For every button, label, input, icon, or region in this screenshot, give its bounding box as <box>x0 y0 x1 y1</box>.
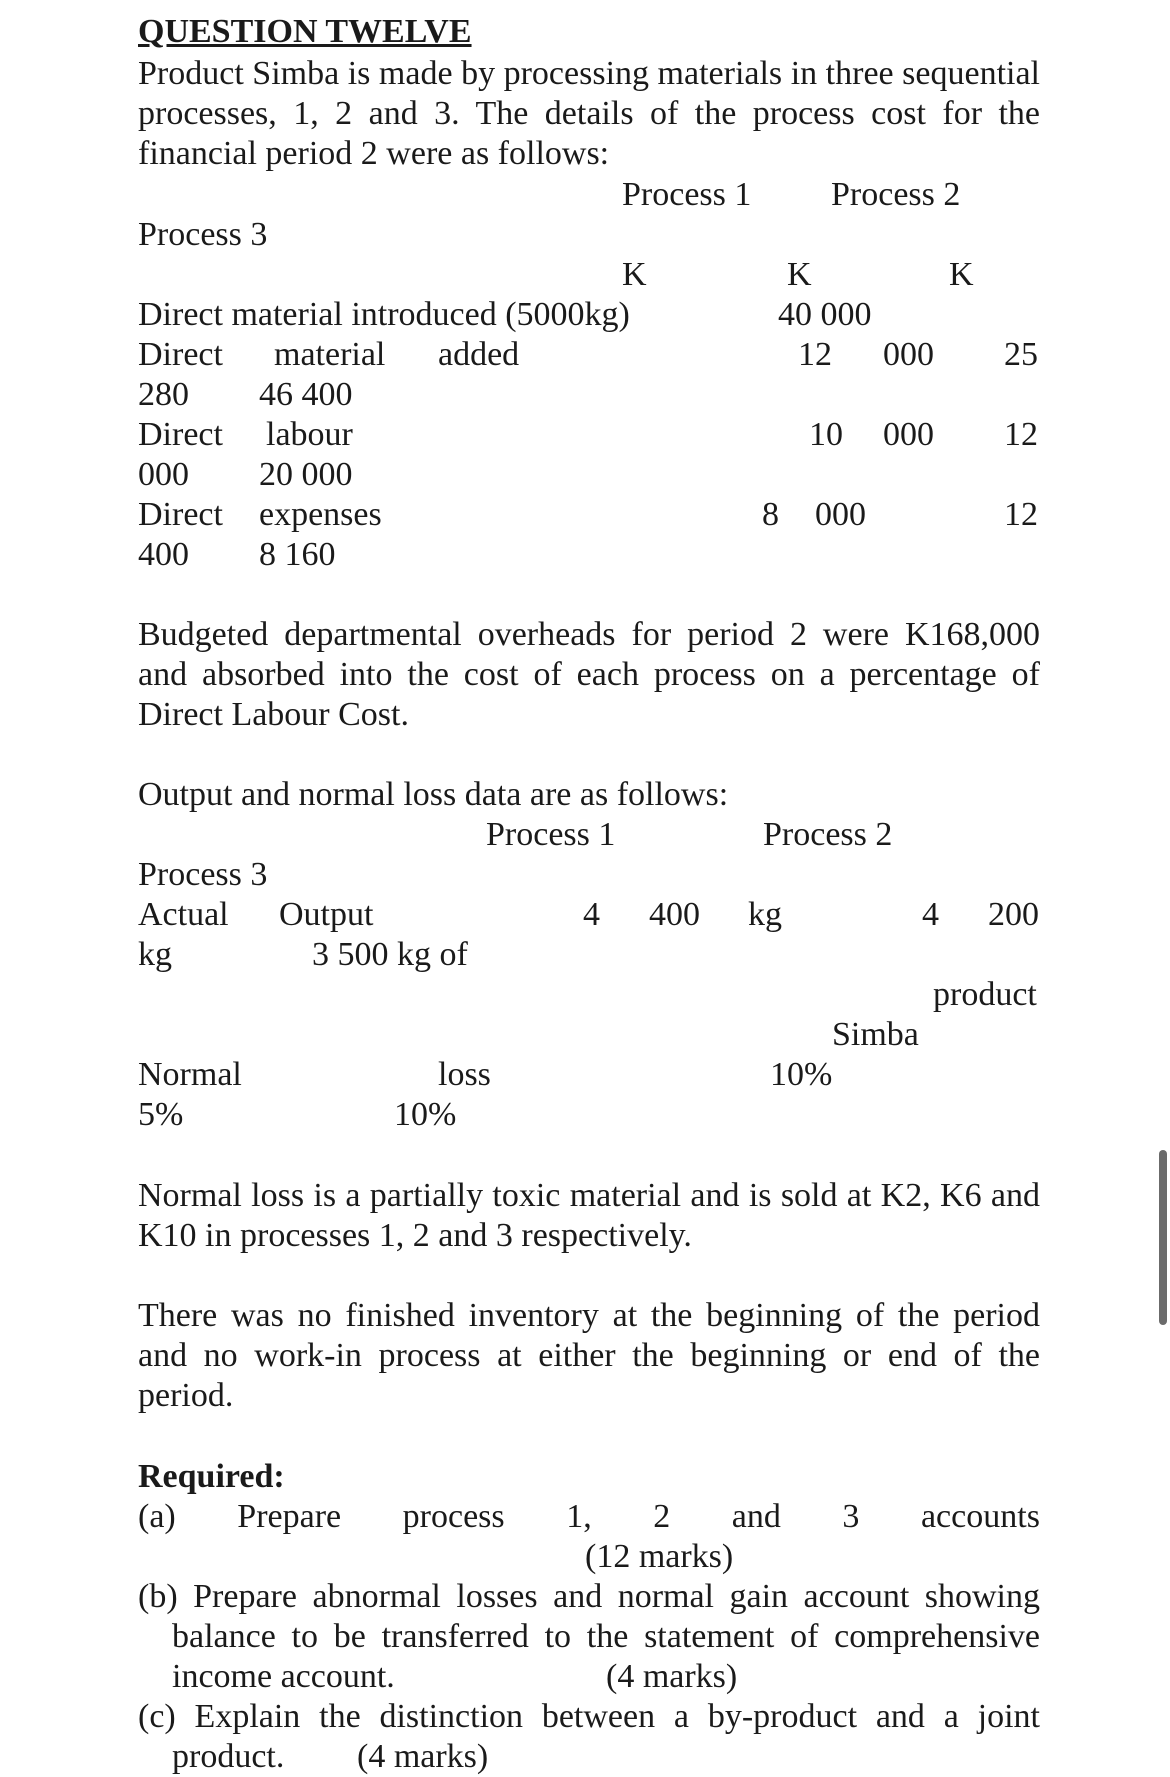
actual-simba: Simba <box>832 1016 919 1053</box>
overheads-paragraph: Budgeted departmental overheads for period 2 were K168,000 and absorbed into the cost of each process on a percentage of Direct Labour Cost. <box>138 616 1040 733</box>
required-a-marks: (12 marks) <box>585 1538 734 1575</box>
required-a-w0: (a) <box>138 1498 176 1535</box>
required-b-line1 <box>138 1577 1040 1617</box>
required-c-line2: product. <box>172 1738 285 1775</box>
row-material-added-v1a: 12 <box>798 336 832 373</box>
required-b-text1: (b) Prepare abnormal losses and normal gain account showing <box>138 1578 1040 1615</box>
actual-v1c: kg <box>748 896 782 933</box>
required-a-w6: 3 <box>842 1498 860 1535</box>
required-c-marks: (4 marks) <box>357 1738 489 1775</box>
actual-v2a: 4 <box>922 896 939 933</box>
vertical-scrollbar[interactable] <box>1159 1150 1167 1325</box>
actual-unit: kg <box>138 936 172 973</box>
required-c-text1: (c) Explain the distinction between a by-product and a joint <box>138 1698 1040 1735</box>
normal-v1: 5% <box>138 1096 184 1133</box>
normal-v3: 10% <box>394 1096 457 1133</box>
cost-unit-3: K <box>949 256 974 293</box>
output-intro: Output and normal loss data are as follows: <box>138 776 729 813</box>
required-b-marks: (4 marks) <box>606 1658 738 1695</box>
row-expenses-w2: expenses <box>259 496 382 533</box>
cost-header-process-1: Process 1 <box>622 176 752 213</box>
cost-header-process-3: Process 3 <box>138 216 268 253</box>
required-c-line1 <box>138 1697 1040 1737</box>
row-material-introduced-value: 40 000 <box>778 296 872 333</box>
row-expenses-v2a: 12 <box>1004 496 1038 533</box>
row-labour-v3: 20 000 <box>259 456 353 493</box>
row-material-added-v2b: 280 <box>138 376 189 413</box>
output-header-process-2: Process 2 <box>763 816 893 853</box>
normal-w2: loss <box>438 1056 491 1093</box>
actual-v2b: 200 <box>988 896 1039 933</box>
required-a-w2: process <box>402 1498 505 1535</box>
required-b-line3: income account. <box>172 1658 395 1695</box>
row-expenses-v2b: 400 <box>138 536 189 573</box>
required-heading: Required: <box>138 1458 285 1495</box>
normal-v2: 10% <box>770 1056 833 1093</box>
required-a-w7: accounts <box>920 1498 1040 1535</box>
actual-product: product <box>933 976 1037 1013</box>
inventory-note: There was no finished inventory at the beginning of the period and no work-in process at either the beginning or end of the period. <box>138 1297 1040 1414</box>
output-header-process-3: Process 3 <box>138 856 268 893</box>
row-expenses-v3: 8 160 <box>259 536 336 573</box>
row-labour-w1: Direct <box>138 416 223 453</box>
row-material-added-v2a: 25 <box>1004 336 1038 373</box>
cost-unit-1: K <box>622 256 647 293</box>
row-material-added-v1b: 000 <box>883 336 934 373</box>
row-material-added-w2: material <box>274 336 386 373</box>
required-a-line <box>138 1497 1040 1537</box>
intro-paragraph: Product Simba is made by processing materials in three sequential processes, 1, 2 and 3. The details of the process cost for the financial period 2 were as follows: <box>138 55 1040 172</box>
cost-unit-2: K <box>787 256 812 293</box>
row-material-added-w1: Direct <box>138 336 223 373</box>
output-header-process-1: Process 1 <box>486 816 616 853</box>
row-expenses-w1: Direct <box>138 496 223 533</box>
row-labour-v1a: 10 <box>809 416 843 453</box>
actual-v1b: 400 <box>649 896 700 933</box>
actual-w2: Output <box>279 896 374 933</box>
row-material-added-w3: added <box>438 336 520 373</box>
actual-v1a: 4 <box>583 896 600 933</box>
row-labour-v1b: 000 <box>883 416 934 453</box>
row-labour-w2: labour <box>266 416 353 453</box>
required-a-w5: and <box>731 1498 781 1535</box>
required-a-w4: 2 <box>653 1498 671 1535</box>
required-a-w1: Prepare <box>237 1498 342 1535</box>
row-material-added-v3: 46 400 <box>259 376 353 413</box>
row-labour-v2a: 12 <box>1004 416 1038 453</box>
row-labour-v2b: 000 <box>138 456 189 493</box>
actual-w1: Actual <box>138 896 229 933</box>
required-b-line2: balance to be transferred to the statement of comprehensive <box>172 1618 1040 1655</box>
row-expenses-v1b: 000 <box>815 496 866 533</box>
cost-header-process-2: Process 2 <box>831 176 961 213</box>
row-expenses-v1a: 8 <box>762 496 779 533</box>
question-title: QUESTION TWELVE <box>138 13 472 50</box>
row-material-introduced-label: Direct material introduced (5000kg) <box>138 296 630 333</box>
required-a-w3: 1, <box>566 1498 592 1535</box>
normal-loss-note: Normal loss is a partially toxic material and is sold at K2, K6 and K10 in processes 1, 2 and 3 respectively. <box>138 1177 1040 1254</box>
normal-w1: Normal <box>138 1056 242 1093</box>
actual-v3: 3 500 kg of <box>312 936 468 973</box>
